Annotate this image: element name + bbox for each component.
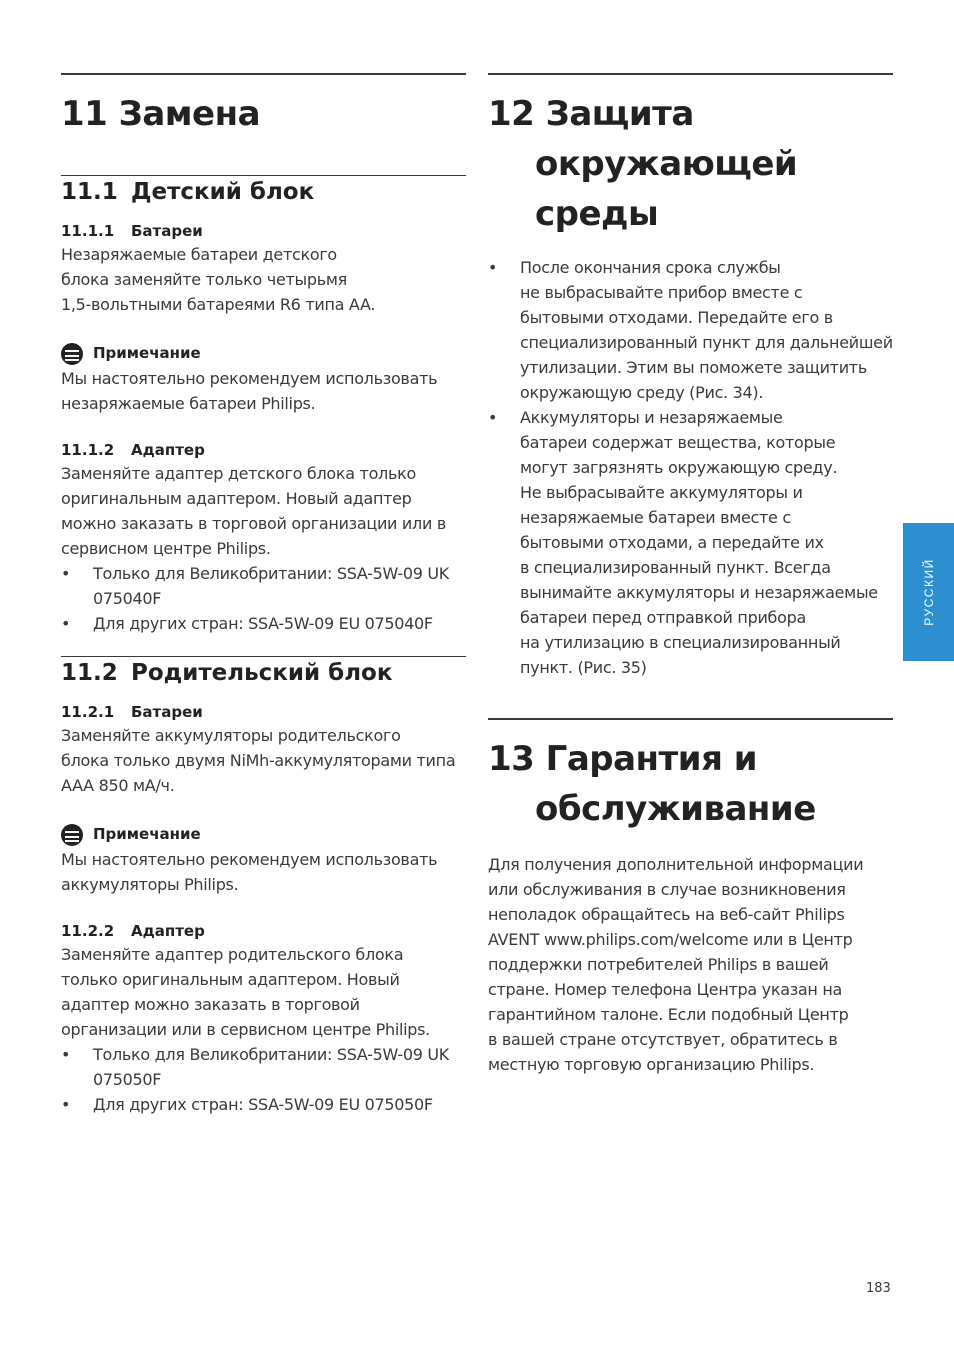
text-line: AVENT www.philips.com/welcome или в Центр [488,930,853,949]
text-line: Не выбрасывайте аккумуляторы и [520,483,803,502]
section-11-2-rule [61,656,466,657]
subsection-11-1-2-title: Адаптер [131,441,205,459]
text-line: в вашей стране отсутствует, обратитесь в [488,1030,838,1049]
list-item [61,1092,466,1117]
text-line: сервисном центре Philips. [61,539,271,558]
chapter-12-rule [488,73,893,75]
chapter-11-rule [61,73,466,75]
text-line: незаряжаемые батареи Philips. [61,394,316,413]
subsection-11-1-2-list [61,561,466,636]
text-line: Заменяйте адаптер детского блока только [61,464,416,483]
subsection-11-2-1-heading [61,701,466,723]
bullet: • [61,614,71,633]
note-1-text [61,366,466,416]
text-line: стране. Номер телефона Центра указан на [488,980,843,999]
text-line: специализированный пункт для дальнейшей [520,333,893,352]
text-line: утилизации. Этим вы поможете защитить [520,358,867,377]
subsection-11-2-2-text [61,942,466,1042]
bullet: • [61,1045,71,1064]
chapter-12-heading [488,89,893,239]
text-line: не выбрасывайте прибор вместе с [520,283,803,302]
subsection-11-2-2-heading [61,920,466,942]
note-2-title: Примечание [93,825,201,843]
text-line: бытовыми отходами, а передайте их [520,533,824,552]
list-item [488,405,893,680]
subsection-11-1-1-heading [61,220,466,242]
subsection-11-1-2-text [61,461,466,561]
language-tab [903,523,954,661]
note-2-header [61,822,466,847]
chapter-13-text [488,852,893,1077]
list-item [488,255,893,405]
text-line: адаптер можно заказать в торговой [61,995,360,1014]
bullet: • [61,1095,71,1114]
right-column [488,73,893,1077]
text-line: Мы настоятельно рекомендуем использовать [61,369,438,388]
list-item [61,611,466,636]
text-line: блока только двумя NiMh-аккумуляторами типа [61,751,456,770]
text-line: AAA 850 мА/ч. [61,776,175,795]
subsection-11-2-1-text [61,723,466,798]
subsection-11-1-2-heading [61,439,466,461]
section-11-1-rule [61,175,466,176]
bullet: • [488,408,498,427]
chapter-13-title-line1: Гарантия и [545,739,758,779]
subsection-11-1-1-text [61,242,466,317]
bullet: • [488,258,498,277]
text-line: Аккумуляторы и незаряжаемые [520,408,783,427]
text-line: гарантийном талоне. Если подобный Центр [488,1005,849,1024]
chapter-13-title-line2: обслуживание [535,789,816,829]
section-11-1-number: 11.1 [61,179,118,205]
text-line: местную торговую организацию Philips. [488,1055,815,1074]
language-tab-label: РУССКИЙ [921,558,936,626]
text-line: Только для Великобритании: SSA-5W-09 UK [93,564,449,583]
chapter-13-rule [488,718,893,720]
text-line: 075050F [93,1070,162,1089]
text-line: бытовыми отходами. Передайте его в [520,308,833,327]
subsection-11-1-2-number: 11.1.2 [61,441,115,459]
note-1-title: Примечание [93,344,201,362]
subsection-11-2-2-title: Адаптер [131,922,205,940]
text-line: После окончания срока службы [520,258,781,277]
text-line: только оригинальным адаптером. Новый [61,970,400,989]
chapter-12-title-line2: окружающей среды [535,144,798,234]
text-line: вынимайте аккумуляторы и незаряжаемые [520,583,878,602]
bullet: • [61,564,71,583]
text-line: 075040F [93,589,162,608]
note-2-text [61,847,466,897]
page-number: 183 [866,1281,891,1296]
text-line: батареи содержат вещества, которые [520,433,836,452]
chapter-12-number: 12 [488,94,535,134]
text-line: Только для Великобритании: SSA-5W-09 UK [93,1045,449,1064]
text-line: Для других стран: SSA-5W-09 EU 075050F [93,1095,433,1114]
text-line: Для других стран: SSA-5W-09 EU 075040F [93,614,433,633]
left-column [61,73,466,1117]
text-line: 1,5-вольтными батареями R6 типа AA. [61,295,376,314]
text-line: пункт. (Рис. 35) [520,658,647,677]
text-line: окружающую среду (Рис. 34). [520,383,764,402]
text-line: неполадок обращайтесь на веб-сайт Philips [488,905,845,924]
text-line: поддержки потребителей Philips в вашей [488,955,829,974]
section-11-2-heading [61,658,466,688]
subsection-11-1-1-number: 11.1.1 [61,222,115,240]
text-line: в специализированный пункт. Всегда [520,558,831,577]
section-11-1-heading [61,177,466,207]
text-line: оригинальным адаптером. Новый адаптер [61,489,412,508]
section-11-1-title: Детский блок [131,179,315,205]
text-line: на утилизацию в специализированный [520,633,841,652]
note-icon [61,824,83,846]
chapter-13-number: 13 [488,739,535,779]
chapter-11-title: Замена [118,94,261,134]
text-line: Незаряжаемые батареи детского [61,245,337,264]
chapter-11-heading [61,89,466,139]
text-line: Для получения дополнительной информации [488,855,864,874]
chapter-12-title-line1: Защита [545,94,694,134]
section-11-2-number: 11.2 [61,660,118,686]
chapter-12-list [488,255,893,680]
text-line: незаряжаемые батареи вместе с [520,508,791,527]
text-line: или обслуживания в случае возникновения [488,880,846,899]
list-item [61,561,466,611]
list-item [61,1042,466,1092]
subsection-11-2-2-number: 11.2.2 [61,922,115,940]
chapter-11-number: 11 [61,94,108,134]
text-line: аккумуляторы Philips. [61,875,239,894]
text-line: организации или в сервисном центре Philips. [61,1020,430,1039]
text-line: Заменяйте аккумуляторы родительского [61,726,401,745]
note-1-header [61,341,466,366]
section-11-2-title: Родительский блок [131,660,393,686]
text-line: Заменяйте адаптер родительского блока [61,945,404,964]
text-line: могут загрязнять окружающую среду. [520,458,838,477]
note-icon [61,343,83,365]
text-line: блока заменяйте только четырьмя [61,270,347,289]
text-line: можно заказать в торговой организации или в [61,514,446,533]
subsection-11-2-1-number: 11.2.1 [61,703,115,721]
text-line: Мы настоятельно рекомендуем использовать [61,850,438,869]
subsection-11-2-1-title: Батареи [131,703,203,721]
chapter-13-heading [488,734,893,834]
text-line: батареи перед отправкой прибора [520,608,806,627]
subsection-11-2-2-list [61,1042,466,1117]
subsection-11-1-1-title: Батареи [131,222,203,240]
